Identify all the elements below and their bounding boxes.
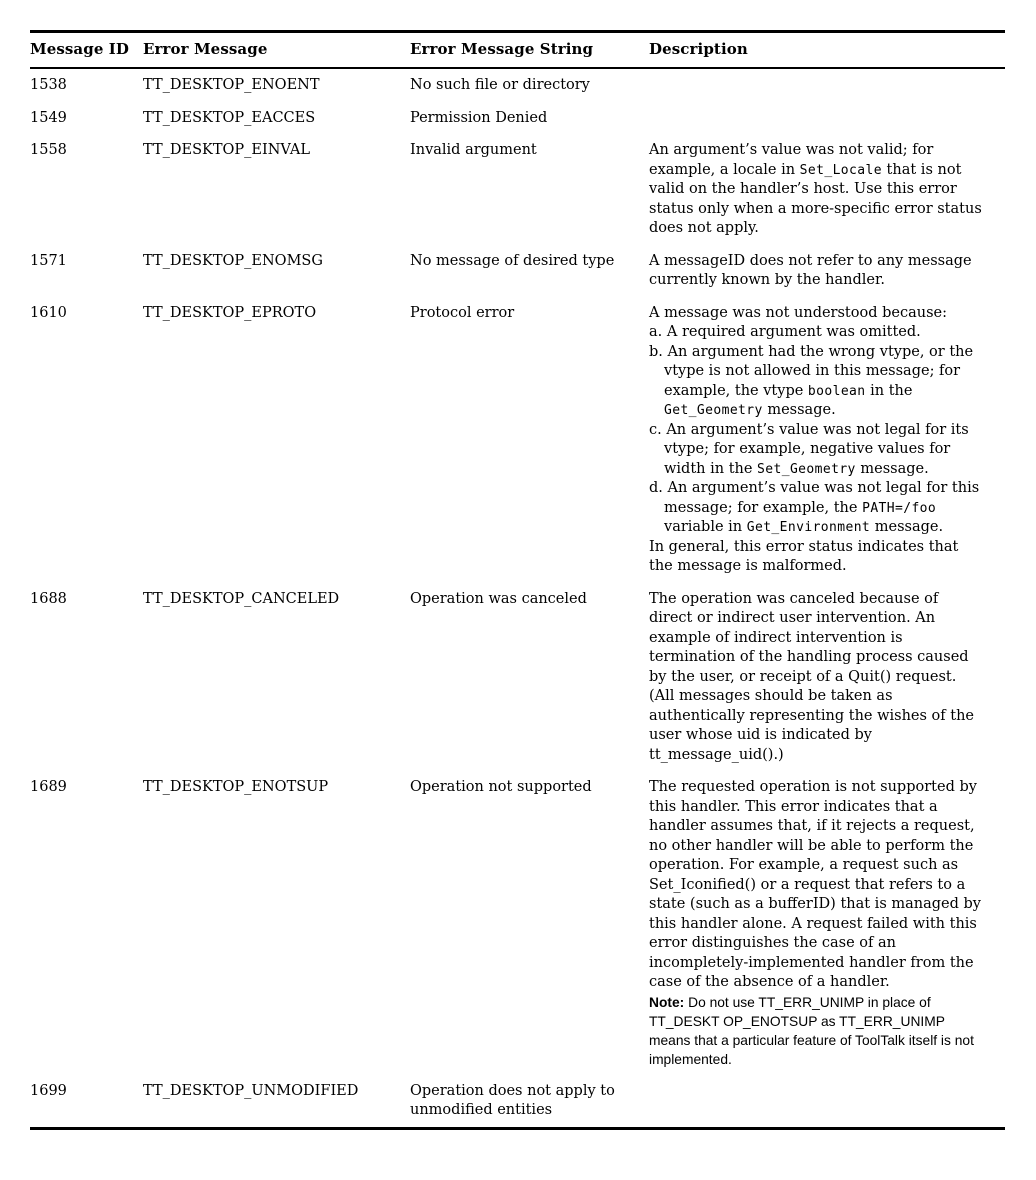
cell-description (649, 134, 1005, 245)
description-paragraph (649, 479, 983, 538)
cell-error-string: Permission Denied (410, 109, 548, 126)
cell-message-id: 1558 (30, 142, 67, 158)
text-run: that is not valid on the handler’s host. Use this error status only when a more-specific error status does not apply. (649, 161, 982, 236)
column-header-error-message-string: Error Message String (410, 32, 649, 69)
table-row (30, 134, 1005, 245)
cell-message-id: 1699 (30, 1082, 67, 1099)
table-row (30, 297, 1005, 583)
cell-description (649, 771, 1005, 1075)
table-header (30, 32, 1005, 69)
text-run: message. (870, 519, 944, 535)
description-paragraph (649, 141, 983, 239)
cell-error-message: TT_DESKTOP_ENOMSG (143, 252, 323, 269)
table-row (30, 102, 1005, 135)
cell-error-string: Operation not supported (410, 779, 592, 795)
text-run: message. (855, 460, 929, 477)
cell-error-message: TT_DESKTOP_UNMODIFIED (143, 1082, 359, 1099)
text-run: Note: (649, 994, 685, 1010)
text-run: message. (762, 402, 836, 418)
code-text-run: Get_Environment (746, 520, 871, 535)
text-run: The operation was canceled because of direct or indirect user intervention. An example of indirect intervention is termination of the handling process caused by the user, or receipt of a Quit() request. (All messages should be taken as authentically representing the wishes of the user whose uid is indicated by tt_message_uid().) (649, 590, 975, 763)
description-paragraph (649, 538, 983, 577)
cell-error-message: TT_DESKTOP_EINVAL (143, 142, 310, 158)
cell-error-message: TT_DESKTOP_CANCELED (143, 590, 340, 607)
description-paragraph (649, 993, 983, 1069)
cell-message-id: 1688 (30, 590, 67, 607)
cell-error-message: TT_DESKTOP_ENOTSUP (143, 779, 329, 795)
cell-description (649, 102, 1005, 135)
cell-message-id: 1610 (30, 304, 67, 321)
error-message-table (30, 30, 1005, 1130)
column-header-description: Description (649, 32, 1005, 69)
text-run: A message was not understood because: (649, 304, 947, 321)
table-row (30, 583, 1005, 772)
text-run: b. An argument had the wrong vtype, or the vtype is not allowed in this message; for example, the vtype (649, 343, 974, 399)
description-paragraph (649, 421, 983, 480)
table-body (30, 68, 1005, 1128)
text-run: c. An argument’s value was not legal for its vtype; for example, negative values for width in the (649, 421, 969, 477)
description-paragraph (649, 778, 983, 993)
table-row (30, 245, 1005, 297)
description-paragraph (649, 304, 983, 324)
cell-error-string: No such file or directory (410, 77, 590, 93)
description-paragraph (649, 343, 983, 421)
cell-error-string: Operation does not apply to unmodified entities (410, 1082, 615, 1118)
cell-error-message: TT_DESKTOP_EACCES (143, 109, 316, 126)
text-run: variable in (664, 519, 747, 535)
text-run: d. An argument’s value was not legal for this message; for example, the (649, 480, 980, 516)
header-row (30, 32, 1005, 69)
code-text-run: Set_Geometry (757, 461, 856, 477)
table-row (30, 771, 1005, 1075)
cell-message-id: 1571 (30, 252, 67, 269)
cell-description (649, 297, 1005, 583)
cell-message-id: 1538 (30, 77, 67, 93)
text-run: In general, this error status indicates that the message is malformed. (649, 538, 959, 574)
cell-description (649, 245, 1005, 297)
description-paragraph (649, 323, 983, 343)
code-text-run: boolean (807, 383, 866, 399)
text-run: a. A required argument was omitted. (649, 324, 921, 340)
text-run: A messageID does not refer to any message currently known by the handler. (649, 252, 972, 288)
column-header-message-id: Message ID (30, 32, 143, 69)
table-row (30, 68, 1005, 102)
table-row (30, 1075, 1005, 1129)
cell-error-string: Invalid argument (410, 142, 537, 158)
description-paragraph (649, 252, 983, 291)
cell-message-id: 1689 (30, 779, 67, 795)
text-run: in the (865, 382, 913, 399)
cell-description (649, 1075, 1005, 1129)
cell-error-string: Protocol error (410, 304, 515, 321)
cell-message-id: 1549 (30, 109, 67, 126)
cell-error-string: No message of desired type (410, 252, 615, 269)
cell-error-string: Operation was canceled (410, 590, 587, 607)
text-run: An argument’s value was not valid; for example, a locale in (649, 142, 934, 178)
code-text-run: PATH=/foo (862, 500, 937, 516)
cell-error-message: TT_DESKTOP_EPROTO (143, 304, 317, 321)
code-text-run: Set_Locale (799, 162, 882, 178)
cell-description (649, 583, 1005, 772)
text-run: The requested operation is not supported by this handler. This error indicates that a handler assumes that, if it rejects a request, no other handler will be able to perform the operation. For example, a request such as Set_Iconified() or a request that refers to a state (such as a bufferID) that is managed by this handler alone. A request failed with this error distinguishes the case of an incompletely-implemented handler from the case of the absence of a handler. (649, 779, 981, 990)
column-header-error-message: Error Message (143, 32, 410, 69)
cell-description (649, 68, 1005, 102)
cell-error-message: TT_DESKTOP_ENOENT (143, 77, 320, 93)
text-run: Do not use TT_ERR_UNIMP in place of TT_DESKT OP_ENOTSUP as TT_ERR_UNIMP means that a particular feature of ToolTalk itself is not implemented. (649, 994, 974, 1067)
description-paragraph (649, 590, 983, 766)
code-text-run: Get_Geometry (664, 403, 763, 418)
